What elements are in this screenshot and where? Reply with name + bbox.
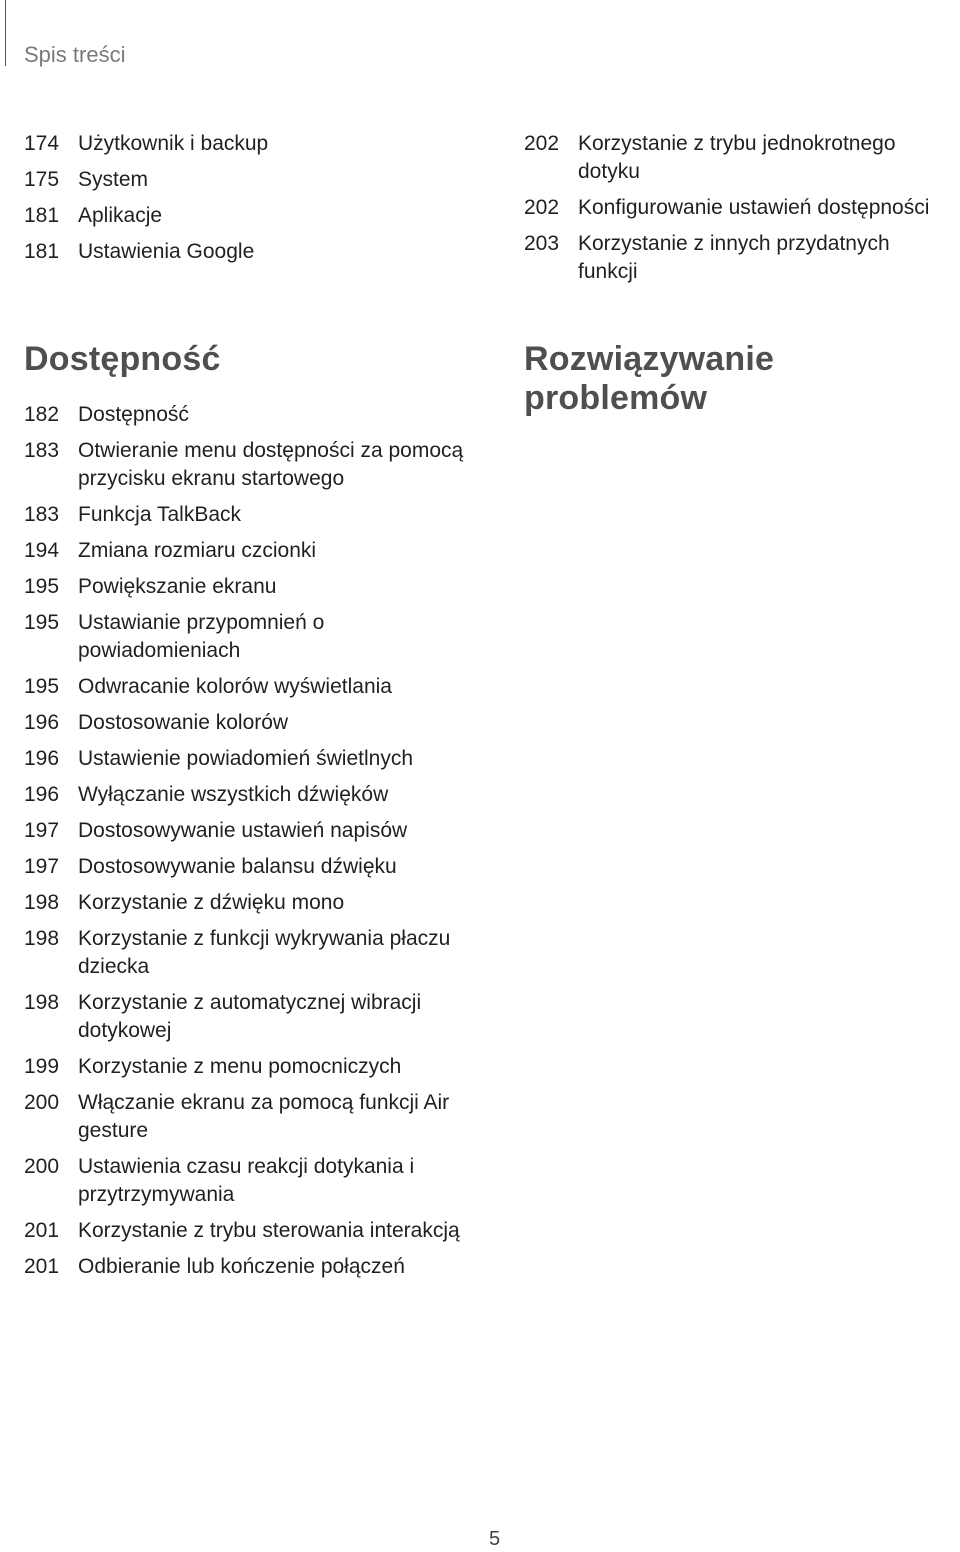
toc-entry-title: Ustawianie przypomnień o powiadomieniach: [78, 611, 325, 662]
toc-entry[interactable]: [24, 1089, 474, 1145]
toc-entry-title: Użytkownik i backup: [78, 132, 269, 155]
toc-entry-title: Korzystanie z innych przydatnych funkcji: [578, 232, 890, 283]
toc-entry-title: Ustawienie powiadomień świetlnych: [78, 747, 413, 770]
toc-entry-title: Ustawienia Google: [78, 240, 255, 263]
toc-page-number: 174: [24, 132, 60, 155]
toc-entry[interactable]: [24, 1153, 474, 1209]
toc-page-number: 195: [24, 575, 60, 598]
toc-entry-title: Korzystanie z menu pomocniczych: [78, 1055, 402, 1078]
toc-entry[interactable]: [24, 1253, 474, 1281]
toc-entry-title: Konfigurowanie ustawień dostępności: [578, 196, 930, 219]
toc-page-number: 175: [24, 168, 60, 191]
toc-entry-title: Włączanie ekranu za pomocą funkcji Air gesture: [78, 1091, 450, 1142]
toc-entry-title: Korzystanie z trybu sterowania interakcją: [78, 1219, 460, 1242]
toc-top-right: [524, 130, 954, 294]
toc-page-number: 196: [24, 783, 60, 806]
toc-entry-title: Zmiana rozmiaru czcionki: [78, 539, 317, 562]
toc-entry-title: Funkcja TalkBack: [78, 503, 242, 526]
toc-entry[interactable]: [24, 925, 474, 981]
toc-entry[interactable]: [24, 437, 474, 493]
toc-page-number: 198: [24, 991, 60, 1014]
toc-page-number: 202: [524, 132, 560, 155]
toc-entry[interactable]: [24, 817, 474, 845]
toc-entry-title: Wyłączanie wszystkich dźwięków: [78, 783, 389, 806]
toc-entry-title: System: [78, 168, 149, 191]
toc-entry[interactable]: [24, 537, 474, 565]
toc-entry-title: Korzystanie z dźwięku mono: [78, 891, 345, 914]
section-title-accessibility: Dostępność: [24, 340, 221, 378]
toc-entry[interactable]: [24, 709, 474, 737]
toc-entry[interactable]: [24, 401, 474, 429]
toc-entry[interactable]: [24, 989, 474, 1045]
toc-page-number: 181: [24, 204, 60, 227]
toc-entry[interactable]: [24, 166, 494, 194]
toc-page-number: 196: [24, 747, 60, 770]
toc-entry-title: Powiększanie ekranu: [78, 575, 277, 598]
toc-entry-title: Dostosowanie kolorów: [78, 711, 289, 734]
toc-entry[interactable]: [24, 202, 494, 230]
toc-entry-title: Korzystanie z automatycznej wibracji dotykowej: [78, 991, 422, 1042]
section-troubleshooting: [524, 340, 954, 418]
toc-entry[interactable]: [24, 1217, 474, 1245]
toc-entry-title: Otwieranie menu dostępności za pomocą przycisku ekranu startowego: [78, 439, 464, 490]
toc-entry-title: Aplikacje: [78, 204, 163, 227]
toc-entry[interactable]: [524, 194, 954, 222]
toc-entry[interactable]: [24, 1053, 474, 1081]
toc-entry[interactable]: [24, 853, 474, 881]
toc-top-left: [24, 130, 494, 274]
toc-page-number: 195: [24, 675, 60, 698]
page-header: Spis treści: [24, 42, 126, 67]
toc-entry[interactable]: [24, 673, 474, 701]
toc-entry[interactable]: [24, 501, 474, 529]
toc-entry[interactable]: [24, 889, 474, 917]
toc-entry[interactable]: [524, 230, 954, 286]
toc-entry-title: Korzystanie z funkcji wykrywania płaczu dziecka: [78, 927, 451, 978]
toc-entry[interactable]: [24, 781, 474, 809]
toc-page-number: 202: [524, 196, 560, 219]
toc-page-number: 199: [24, 1055, 60, 1078]
toc-entry[interactable]: [24, 573, 474, 601]
accessibility-entries: [24, 401, 474, 1281]
toc-page-number: 195: [24, 611, 60, 634]
toc-entry[interactable]: [24, 745, 474, 773]
margin-rule: [5, 0, 6, 66]
toc-page-number: 203: [524, 232, 560, 255]
toc-entry-title: Odbieranie lub kończenie połączeń: [78, 1255, 405, 1278]
toc-entry-title: Korzystanie z trybu jednokrotnego dotyku: [578, 132, 896, 183]
toc-entry-title: Ustawienia czasu reakcji dotykania i przytrzymywania: [78, 1155, 415, 1206]
toc-entry[interactable]: [24, 130, 494, 158]
toc-entry[interactable]: [24, 238, 494, 266]
toc-page-number: 200: [24, 1091, 60, 1114]
toc-page-number: 194: [24, 539, 60, 562]
toc-entry-title: Odwracanie kolorów wyświetlania: [78, 675, 392, 698]
toc-page-number: 181: [24, 240, 60, 263]
toc-page-number: 197: [24, 855, 60, 878]
toc-page-number: 198: [24, 891, 60, 914]
toc-page-number: 182: [24, 403, 60, 426]
toc-page-number: 200: [24, 1155, 60, 1178]
toc-page-number: 197: [24, 819, 60, 842]
page-number: 5: [489, 1528, 501, 1550]
toc-page-number: 198: [24, 927, 60, 950]
toc-entry[interactable]: [24, 609, 474, 665]
section-accessibility: [24, 340, 494, 1289]
toc-entry-title: Dostępność: [78, 403, 189, 426]
toc-entry[interactable]: [524, 130, 954, 186]
toc-page-number: 201: [24, 1255, 60, 1278]
toc-entry-title: Dostosowywanie ustawień napisów: [78, 819, 408, 842]
toc-page-number: 183: [24, 439, 60, 462]
section-title-troubleshooting[interactable]: Rozwiązywanie problemów: [524, 340, 775, 417]
toc-page-number: 183: [24, 503, 60, 526]
toc-page-number: 201: [24, 1219, 60, 1242]
toc-page-number: 196: [24, 711, 60, 734]
toc-entry-title: Dostosowywanie balansu dźwięku: [78, 855, 397, 878]
